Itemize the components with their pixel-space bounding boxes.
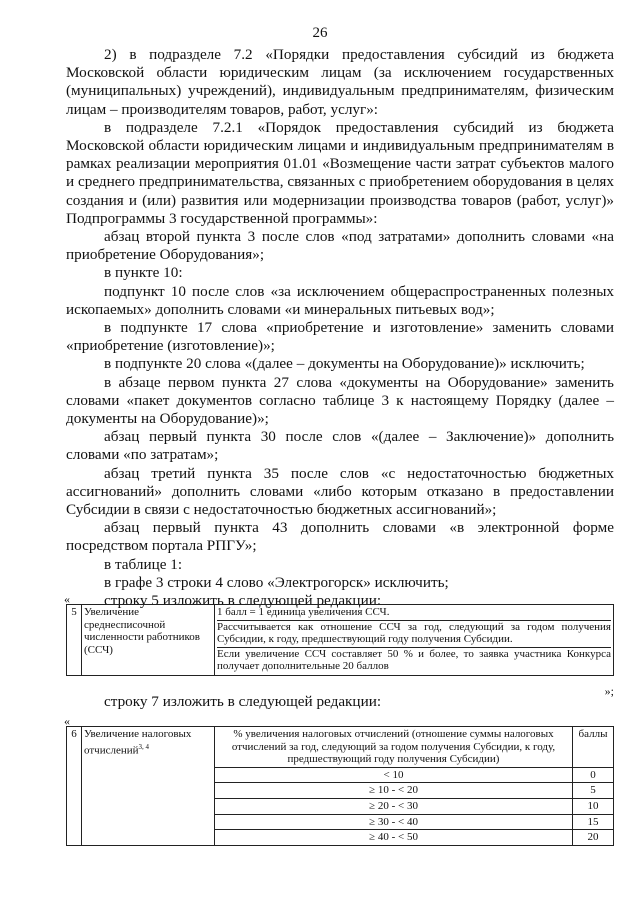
table2-criterion-name: Увеличение налоговых отчислений$^{3, 4}$: [82, 727, 215, 846]
paragraph: абзац первый пункта 43 дополнить словами «в электронной форме посредством портала РПГУ»;: [66, 519, 614, 555]
points-cell: 0: [573, 767, 614, 783]
points-cell: 5: [573, 783, 614, 799]
paragraph: абзац первый пункта 30 после слов «(далее – Заключение)» дополнить словами «по затратам»;: [66, 428, 614, 464]
range-cell: ≥ 40 - < 50: [215, 830, 573, 846]
paragraph: абзац второй пункта 3 после слов «под затратами» дополнить словами «на приобретение Оборудования»;: [66, 228, 614, 264]
open-quote-2: «: [64, 714, 70, 728]
open-quote-1: «: [64, 592, 70, 606]
paragraph: в абзаце первом пункта 27 слова «документы на Оборудование» заменить словами «пакет документов согласно таблице 3 к настоящему Порядку (далее – документы на Оборудование)»;: [66, 373, 614, 428]
amendment-text: [66, 46, 614, 610]
range-cell: ≥ 20 - < 30: [215, 798, 573, 814]
paragraph: в графе 3 строки 4 слово «Электрогорск» исключить;: [104, 573, 449, 591]
table2-footnote-ref: 3, 4: [138, 742, 149, 751]
range-cell: < 10: [215, 767, 573, 783]
range-cell: ≥ 10 - < 20: [215, 783, 573, 799]
points-cell: 20: [573, 830, 614, 846]
points-cell: 10: [573, 798, 614, 814]
table-row-5: [66, 604, 614, 676]
points-cell: 15: [573, 814, 614, 830]
table1-criterion-name: Увеличение среднесписочной численности работников (ССЧ): [82, 605, 215, 676]
table1-desc-line: Рассчитывается как отношение ССЧ за год, следующий за годом получения Субсидии, к году, предшествующий году получения Субсидии.: [217, 621, 611, 648]
table1-desc-line: 1 балл = 1 единица увеличения ССЧ.: [217, 606, 611, 621]
paragraph: в подразделе 7.2.1 «Порядок предоставления субсидий из бюджета Московской области юридическим лицами и индивидуальным предпринимателям в рамках реализации мероприятия 01.01 «Возмещение части затрат субъектов малого и среднего предпринимательства, связанных с приобретением оборудования в целях создания и (или) развития или модернизации производства товаров (работ, услуг)» Подпрограммы 3 государственной программы»:: [66, 118, 614, 227]
paragraph: подпункт 10 после слов «за исключением общераспространенных полезных ископаемых» дополнить словами «и минеральных питьевых вод»;: [66, 282, 614, 318]
paragraph: в подпункте 20 слова «(далее – документы на Оборудование)» исключить;: [104, 355, 585, 373]
table2-row-number: 6: [67, 727, 82, 846]
range-cell: ≥ 30 - < 40: [215, 814, 573, 830]
paragraph: абзац третий пункта 35 после слов «с недостаточностью бюджетных ассигнований» дополнить словами «либо которым отказано в предоставлении Субсидии в связи с недостаточностью бюджетных ассигнований»;: [66, 464, 614, 519]
paragraph: в подпункте 17 слова «приобретение и изготовление» заменить словами «приобретение (изготовление)»;: [66, 319, 614, 355]
page-number: 26: [312, 25, 328, 41]
table1-desc-line: Если увеличение ССЧ составляет 50 % и более, то заявка участника Конкурса получает дополнительные 20 баллов: [217, 647, 611, 673]
table1-row-number: 5: [67, 605, 82, 676]
close-quote-1: »;: [604, 684, 614, 698]
table2-header: % увеличения налоговых отчислений (отношение суммы налоговых отчислений за год, следующий за годом получения Субсидии, к году, предшествующий году получения Субсидии): [215, 727, 573, 768]
table-row-7: [66, 726, 614, 846]
paragraph: 2) в подразделе 7.2 «Порядки предоставления субсидий из бюджета Московской области юридическим лицам (за исключением государственных (муниципальных) учреждений), индивидуальным предпринимателям, физическим лицам – производителям товаров, работ, услуг»:: [66, 46, 614, 118]
paragraph: строку 5 изложить в следующей редакции:: [104, 592, 382, 610]
paragraph-row7: строку 7 изложить в следующей редакции:: [104, 693, 382, 710]
paragraph: в таблице 1:: [104, 555, 183, 573]
table2-points-header: баллы: [573, 727, 614, 768]
table1-description: [215, 605, 614, 676]
paragraph: в пункте 10:: [104, 264, 183, 282]
